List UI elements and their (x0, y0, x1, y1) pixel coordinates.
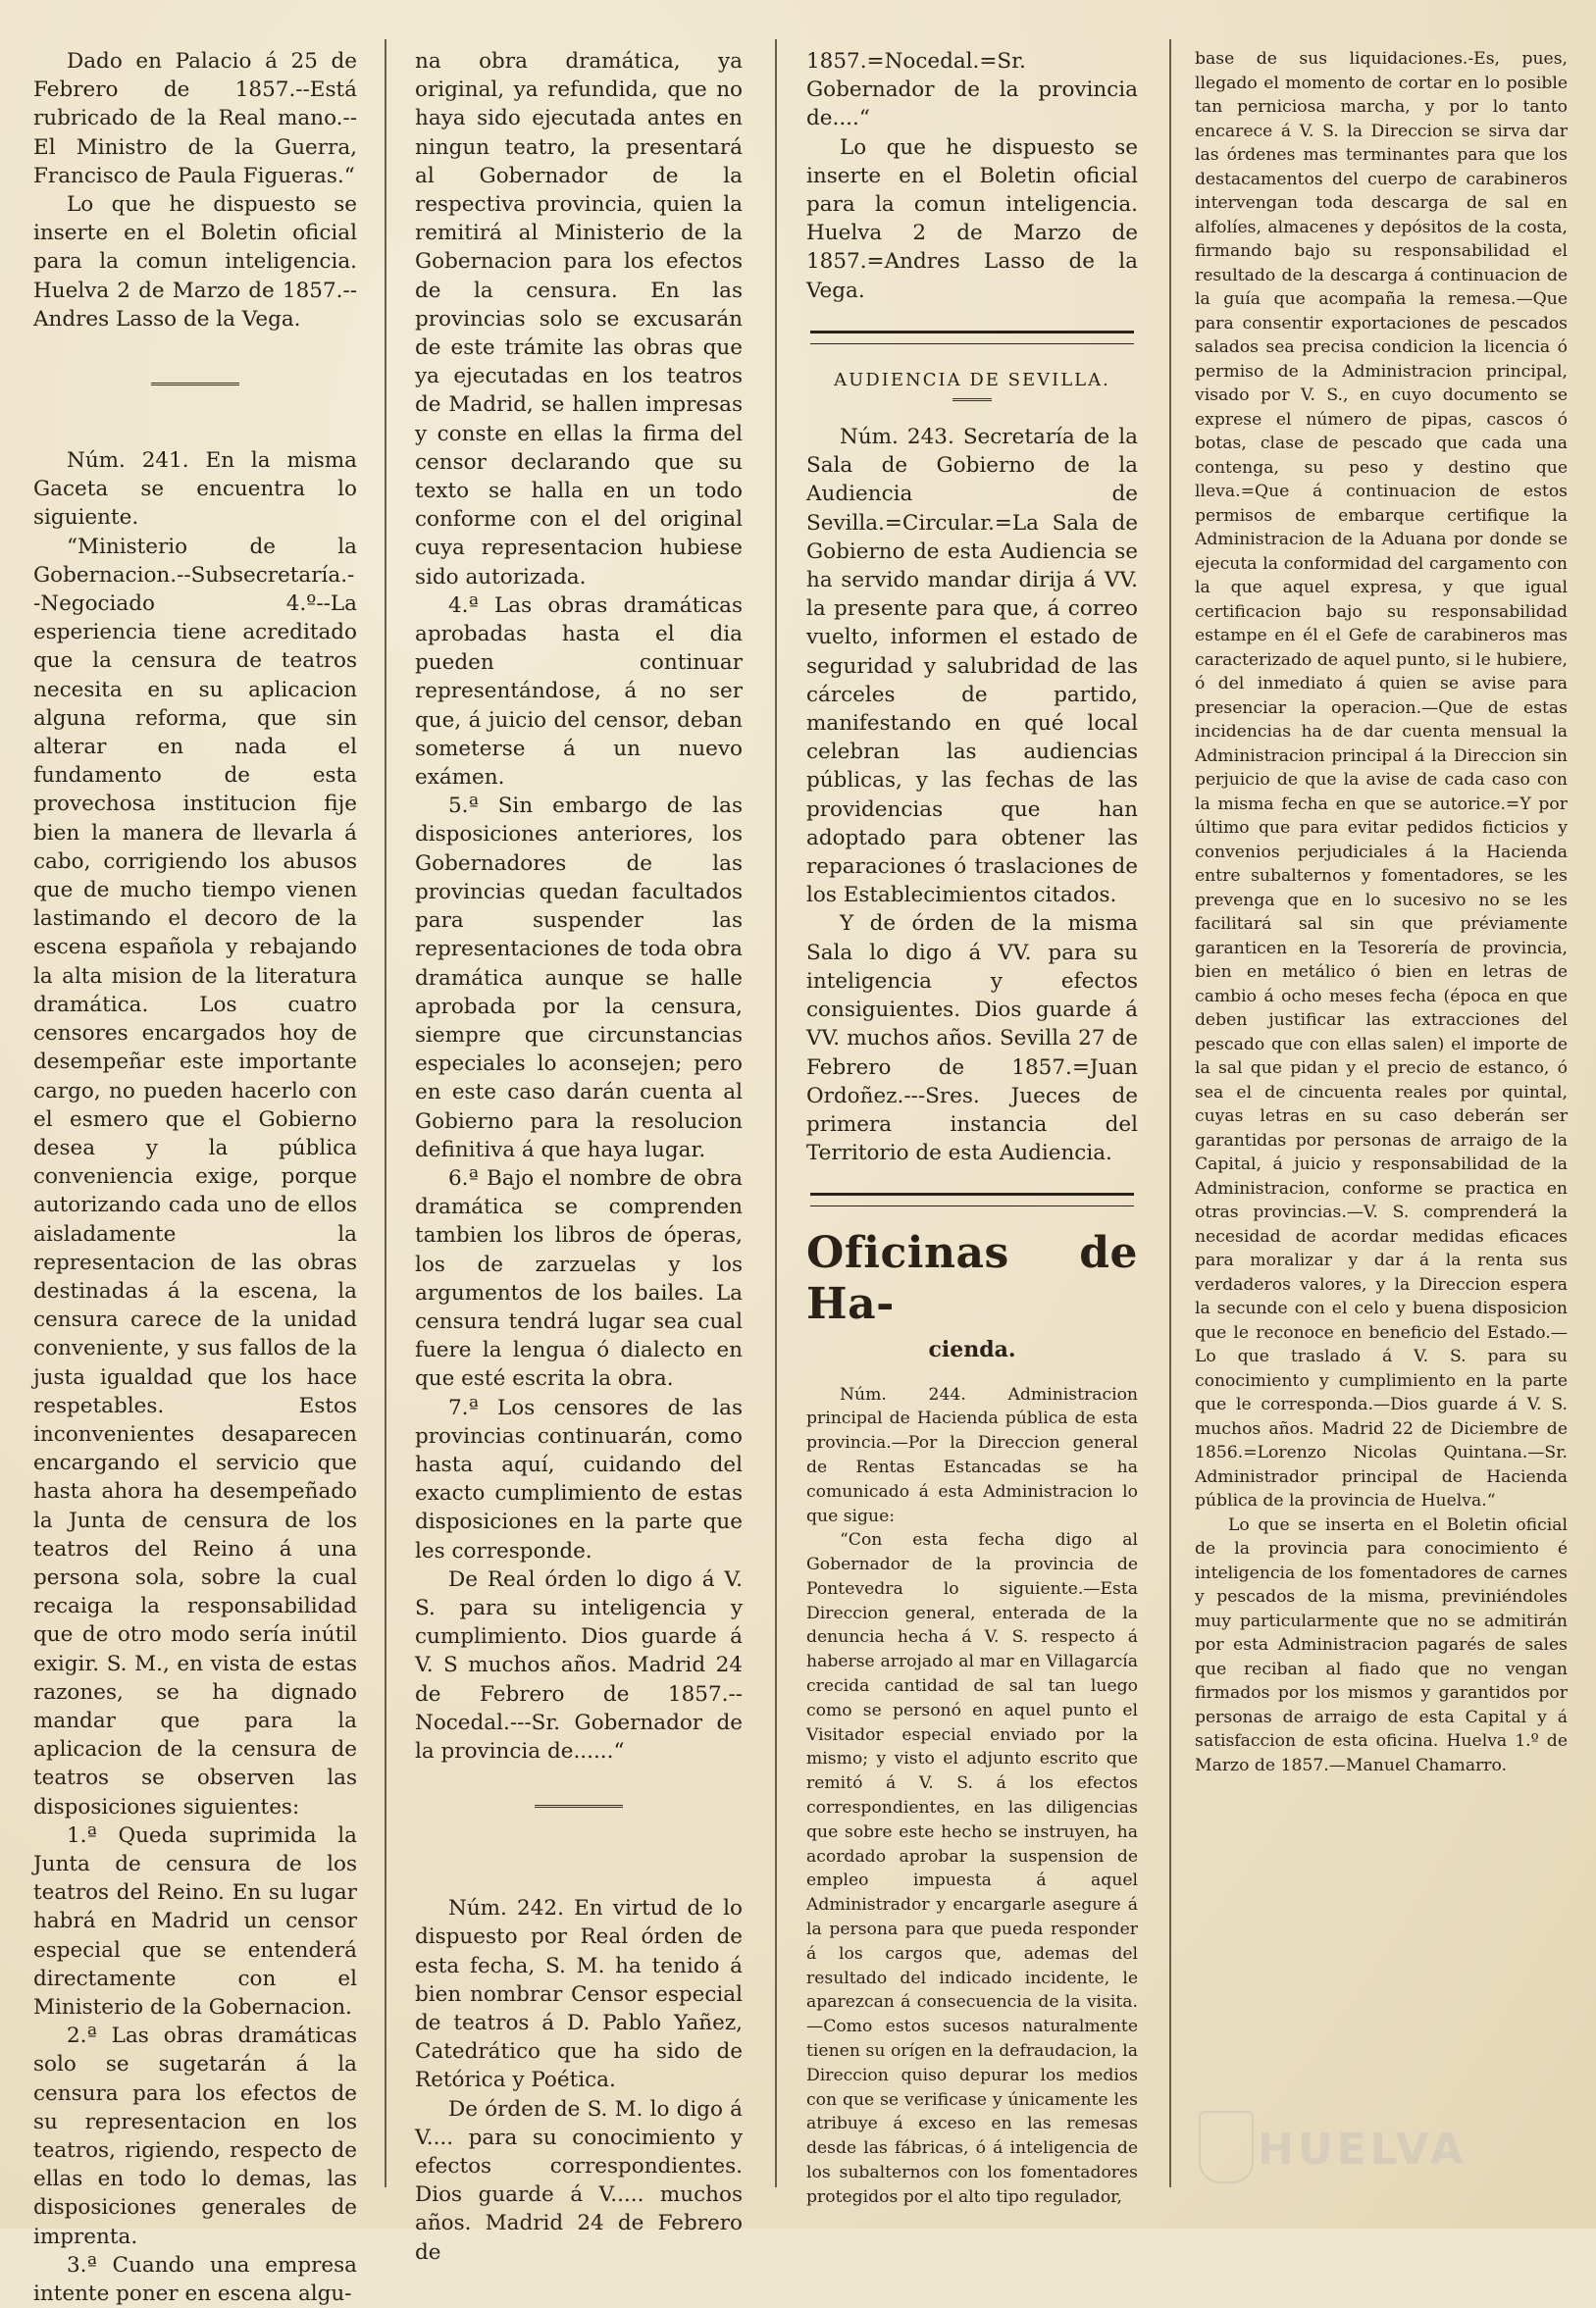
article-3-start: 3.ª Cuando una empresa intente poner en escena algu- (33, 2252, 357, 2307)
column-divider (385, 39, 386, 2187)
section-heading-hacienda: Oficinas de Ha- (806, 1228, 1138, 1330)
column-4 (1195, 47, 1568, 1777)
heading-underline (952, 398, 992, 401)
decree-closing: Dado en Palacio á 25 de Febrero de 1857.--Está rubricado de la Real mano.--El Ministro de la Guerra, Francisco de Paula Figueras.“ (33, 49, 357, 188)
section-separator (535, 1805, 623, 1808)
section-separator (810, 331, 1134, 344)
section-separator (151, 383, 239, 385)
item-241-intro: Núm. 241. En la misma Gaceta se encuentra lo siguiente. (33, 448, 357, 531)
item-242: Núm. 242. En virtud de lo dispuesto por Real órden de esta fecha, S. M. ha tenido á bien nombrar Censor especial de teatros á D. Pablo Yañez, Catedrático que ha sido de Retórica y Poética. (415, 1896, 743, 2093)
column-divider (1169, 39, 1171, 2187)
publication-note-2: Lo que he dispuesto se inserte en el Boletin oficial para la comun inteligencia. Huelva 2 de Marzo de 1857.=Andres Lasso de la Vega. (806, 134, 1138, 303)
column-1 (33, 47, 357, 2308)
section-heading-audiencia: AUDIENCIA DE SEVILLA. (834, 369, 1110, 390)
section-heading-hacienda-cont: cienda. (928, 1337, 1016, 1363)
item-242-closing: De órden de S. M. lo digo á V.... para su conocimiento y efectos correspondientes. Dios guarde á V..... muchos años. Madrid 24 de Febrero de (415, 2096, 743, 2265)
section-separator (810, 1193, 1134, 1206)
article-3-cont: na obra dramática, ya original, ya refundida, que no haya sido ejecutada antes en ningun teatro, la presentará al Gobernador de la respectiva provincia, quien la remitirá al Ministerio de la Gobernacion para los efectos de la censura. En las provincias solo se excusarán de este trámite las obras que ya ejecutadas en los teatros de Madrid, se hallen impresas y conste en ellas la firma del censor declarando que su texto se halla en un todo conforme con el del original cuya representacion hubiese sido autorizada. (415, 49, 743, 590)
item-241-body: “Ministerio de la Gobernacion.--Subsecretaría.--Negociado 4.º--La esperiencia tiene acreditado que la censura de teatros necesita en su aplicacion alguna reforma, que sin alterar en nada el fundamento de esta provechosa institucion fije bien la manera de llevarla á cabo, corrigiendo los abusos que de mucho tiempo vienen lastimando el decoro de la escena española y rebajando la alta mision de la literatura dramática. Los cuatro censores encargados hoy de desempeñar este importante cargo, no pueden hacerlo con el esmero que el Gobierno desea y la pública conveniencia exige, porque autorizando cada uno de ellos aisladamente la representacion de las obras destinadas á la escena, la censura carece de la unidad conveniente, y sus fallos de la justa igualdad que los hace respetables. Estos inconvenientes desaparecen encargando el servicio que hasta ahora ha desempeñado la Junta de censura de los teatros del Reino á una persona sola, sobre la cual recaiga la responsabilidad que de otro modo sería inútil exigir. S. M., en vista de estas razones, se ha dignado mandar que para la aplicacion de la censura de teatros se observen las disposiciones siguientes: (33, 534, 357, 1820)
seal-icon (1199, 2111, 1254, 2183)
royal-order-closing: De Real órden lo digo á V. S. para su inteligencia y cumplimiento. Dios guarde á V. S muchos años. Madrid 24 de Febrero de 1857.--Nocedal.---Sr. Gobernador de la provincia de......“ (415, 1566, 743, 1764)
article-7: 7.ª Los censores de las provincias continuarán, como hasta aquí, cuidando del exacto cumplimiento de estas disposiciones en la parte que les corresponde. (415, 1395, 743, 1564)
item-244-cont: base de sus liquidaciones.-Es, pues, llegado el momento de cortar en lo posible tan perniciosa marcha, y por lo tanto encarece á V. S. la Direccion se sirva dar las órdenes mas terminantes para que los destacamentos del cuerpo de carabineros intervengan toda descarga de sal en alfolíes, almacenes y depósitos de la costa, firmando bajo su responsabilidad el resultado de la descarga á continuacion de la guía que acompaña la remesa.—Que para consentir exportaciones de pescados salados sea precisa condicion la licencia ó permiso de la Administracion principal, visado por V. S., en cuyo documento se exprese el número de pipas, cascos ó botas, clase de pescado que cada una contenga, su peso y destino que lleva.=Que á continuacion de estos permisos de embarque certifique la Administracion de la Aduana por donde se ejecuta la conformidad del cargamento con la que aquel expresa, y que igual certificacion bajo su responsabilidad estampe en él el Gefe de carabineros mas caracterizado de aquel punto, si le hubiere, ó del inmediato á quien se avise para presenciar la operacion.—Que de estas incidencias ha de dar cuenta mensual la Administracion principal á la Direccion sin perjuicio de que la avise de cada caso con la misma fecha en que se autorice.=Y por último que para evitar pedidos ficticios y convenios perjudiciales á la Hacienda entre subalternos y fomentadores, se les prevenga que en lo sucesivo no se les facilitará sal sin que préviamente garanticen en la Tesorería de provincia, bien en metálico ó bien en letras de cambio á ocho meses fecha (época en que deben justificar las extracciones del pescado que con ellas salen) el importe de la sal que pidan y el precio de estanco, ó sea el de cincuenta reales por quintal, cuyas letras en su caso deberán ser garantidas por personas de arraigo de la Capital, á juicio y responsabilidad de la Administracion, conforme se practica en otras provincias.—V. S. comprenderá la necesidad de acordar medidas eficaces para moralizar y dar á la renta sus verdaderos valores, y la Direccion espera la secunde con el celo y buena disposicion que le reconoce en beneficio del Estado.—Lo que traslado á V. S. para su conocimiento y cumplimiento en la parte que le corresponda.—Dios guarde á V. S. muchos años. Madrid 22 de Diciembre de 1856.=Lorenzo Nicolas Quintana.—Sr. Administrador principal de Hacienda pública de la provincia de Huelva.“ (1195, 49, 1568, 1511)
article-1: 1.ª Queda suprimida la Junta de censura de los teatros del Reino. En su lugar habrá en Madrid un censor especial que se entenderá directamente con el Ministerio de la Gobernacion. (33, 1822, 357, 2020)
item-244-body: “Con esta fecha digo al Gobernador de la provincia de Pontevedra lo siguiente.—Esta Direccion general, enterada de la denuncia hecha á V. S. respecto á haberse arrojado al mar en Villagarcía crecida cantidad de sal tan luego como se personó en aquel punto el Visitador especial enviado por la mismo; y visto el adjunto escrito que remitó á V. S. á los efectos correspondientes, en las diligencias que sobre este hecho se instruyen, ha acordado aprobar la suspension de empleo impuesta á aquel Administrador y encargarle asegure á la persona para que pueda responder á los cargos que, ademas del resultado del indicado incidente, le aparezcan á consecuencia de la visita.—Como estos sucesos naturalmente tienen su orígen en la defraudacion, la Direccion quiso depurar los medios con que se verificase y únicamente les atribuye á exceso en las remesas desde las fábricas, ó á inteligencia de los subalternos con los fomentadores protegidos por el alto tipo regulador, (806, 1530, 1138, 2207)
publication-note: Lo que he dispuesto se inserte en el Boletin oficial para la comun inteligencia. Huelva 2 de Marzo de 1857.--Andres Lasso de la Vega. (33, 192, 357, 332)
article-2: 2.ª Las obras dramáticas solo se sugetarán á la censura para los efectos de su representacion en los teatros, rigiendo, respecto de ellas en todo lo demas, las disposiciones generales de imprenta. (33, 2024, 357, 2249)
article-6: 6.ª Bajo el nombre de obra dramática se comprenden tambien los libros de óperas, los de zarzuelas y los argumentos de los bailes. La censura tendrá lugar sea cual fuere la lengua ó dialecto en que esté escrita la obra. (415, 1165, 743, 1392)
item-244-intro: Núm. 244. Administracion principal de Hacienda pública de esta provincia.—Por la Direccion general de Rentas Estancadas se ha comunicado á esta Administracion lo que sigue: (806, 1384, 1138, 1526)
item-242-signature: 1857.=Nocedal.=Sr. Gobernador de la provincia de....“ (806, 49, 1138, 131)
column-3 (806, 47, 1138, 2210)
item-243: Núm. 243. Secretaría de la Sala de Gobierno de la Audiencia de Sevilla.=Circular.=La Sala de Gobierno de esta Audiencia se ha servido mandar dirija á VV. la presente para que, á correo vuelto, informen el estado de seguridad y salubridad de las cárceles de partido, manifestando en qué local celebran las audiencias públicas, y las fechas de las providencias que han adoptado para obtener las reparaciones ó traslaciones de los Establecimientos citados. (806, 425, 1138, 908)
watermark-text: HUELVA (1258, 2125, 1467, 2175)
item-244-closing: Lo que se inserta en el Boletin oficial de la provincia para conocimiento é inteligencia de los fomentadores de carnes y pescados de la misma, previniéndoles muy particularmente que no se admitirán por esta Administracion pagarés de sales que reciban al fiado que no vengan firmados por los mismos y garantidos por personas de arraigo de esta Capital y á satisfaccion de esta oficina. Huelva 1.º de Marzo de 1857.—Manuel Chamarro. (1195, 1514, 1568, 1775)
item-243-closing: Y de órden de la misma Sala lo digo á VV. para su inteligencia y efectos consiguientes. Dios guarde á VV. muchos años. Sevilla 27 de Febrero de 1857.=Juan Ordoñez.---Sres. Jueces de primera instancia del Territorio de esta Audiencia. (806, 911, 1138, 1166)
column-2 (415, 47, 743, 2267)
article-4: 4.ª Las obras dramáticas aprobadas hasta el dia pueden continuar representándose, á no ser que, á juicio del censor, deban someterse á un nuevo exámen. (415, 592, 743, 791)
article-5: 5.ª Sin embargo de las disposiciones anteriores, los Gobernadores de las provincias quedan facultados para suspender las representaciones de toda obra dramática aunque se halle aprobada por la censura, siempre que circunstancias especiales lo aconsejen; pero en este caso darán cuenta al Gobierno para la resolucion definitiva á que haya lugar. (415, 794, 743, 1162)
column-divider (775, 39, 777, 2187)
